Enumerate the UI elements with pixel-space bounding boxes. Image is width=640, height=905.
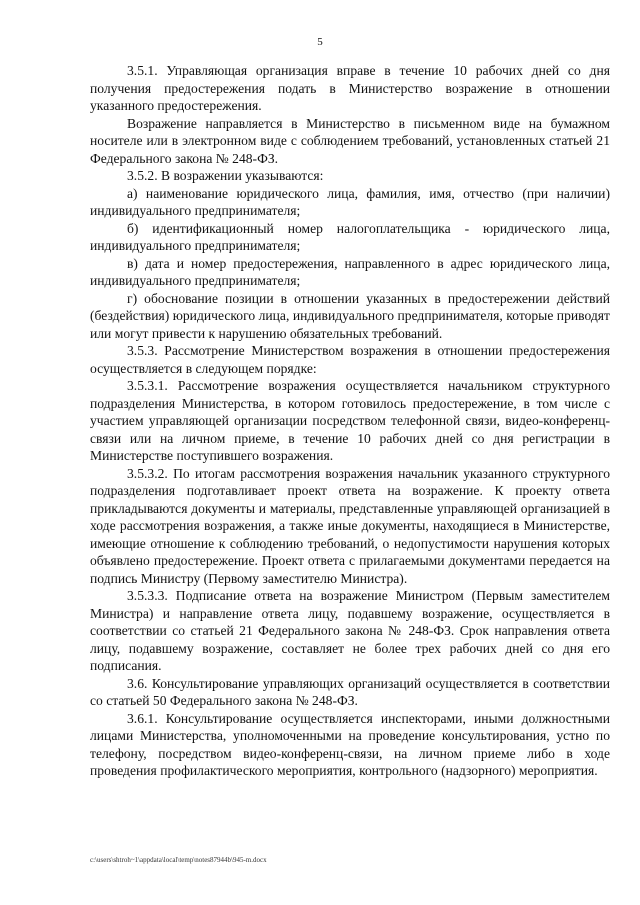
paragraph-3-5-3-1: 3.5.3.1. Рассмотрение возражения осуществляется начальником структурного подразделения Министерства, в котором готовилось предостережение, в том числе с участием управляющей организации посредством телефонной связи, видео-конференц-связи или на личном приеме, в течение 10 рабочих дней со дня регистрации в Министерстве поступившего возражения.: [90, 378, 610, 463]
paragraph-3-5-1: 3.5.1. Управляющая организация вправе в течение 10 рабочих дней со дня получения предостережения подать в Министерство возражение в отношении указанного предостережения.: [90, 63, 610, 113]
list-item-g: г) обоснование позиции в отношении указанных в предостережении действий (бездействия) юридического лица, индивидуального предпринимателя, которые приводят или могут привести к нарушению обязательных требований.: [90, 290, 610, 341]
paragraph-3-5-3-3: 3.5.3.3. Подписание ответа на возражение Министром (Первым заместителем Министра) и направление ответа лицу, подавшему возражение, осуществляется в соответствии со статьей 21 Федерального закона № 248-ФЗ. Срок направления ответа лицу, подавшему возражение, составляет не более трех рабочих дней со дня его подписания.: [90, 588, 610, 673]
paragraph-3-5-3: 3.5.3. Рассмотрение Министерством возражения в отношении предостережения осуществляется в следующем порядке:: [90, 343, 610, 376]
paragraph-3-6-1: 3.6.1. Консультирование осуществляется инспекторами, иными должностными лицами Министерства, уполномоченными на проведение консультирования, устно по телефону, посредством видео-конференц-связи, на личном приеме либо в ходе проведения профилактического мероприятия, контрольного (надзорного) мероприятия.: [90, 710, 610, 778]
list-item-a: а) наименование юридического лица, фамилия, имя, отчество (при наличии) индивидуального предпринимателя;: [90, 185, 610, 218]
footer-file-path: c:\users\shtroh~1\appdata\local\temp\notes87944b\945-m.docx: [90, 856, 267, 864]
page-number: 5: [317, 36, 323, 48]
paragraph-3-5-2: 3.5.2. В возражении указываются:: [127, 168, 324, 183]
paragraph-3-6: 3.6. Консультирование управляющих организаций осуществляется в соответствии со статьей 50 Федерального закона № 248-ФЗ.: [90, 675, 610, 708]
list-item-v: в) дата и номер предостережения, направленного в адрес юридического лица, индивидуального предпринимателя;: [90, 255, 610, 288]
paragraph-objection-submission: Возражение направляется в Министерство в письменном виде на бумажном носителе или в электронном виде с соблюдением требований, установленных статьей 21 Федерального закона № 248-ФЗ.: [90, 115, 610, 166]
document-body: [90, 62, 610, 780]
list-item-b: б) идентификационный номер налогоплательщика - юридического лица, индивидуального предпринимателя;: [90, 220, 610, 253]
paragraph-3-5-3-2: 3.5.3.2. По итогам рассмотрения возражения начальник указанного структурного подразделения подготавливает проект ответа на возражение. К проекту ответа прикладываются документы и материалы, представленные управляющей организацией в ходе рассмотрения возражения, а также иные документы, находящиеся в Министерстве, имеющие отношение к соблюдению требований, о недопустимости нарушения которых объявлено предостережение. Проект ответа с прилагаемыми документами передается на подпись Министру (Первому заместителю Министра).: [90, 465, 610, 586]
